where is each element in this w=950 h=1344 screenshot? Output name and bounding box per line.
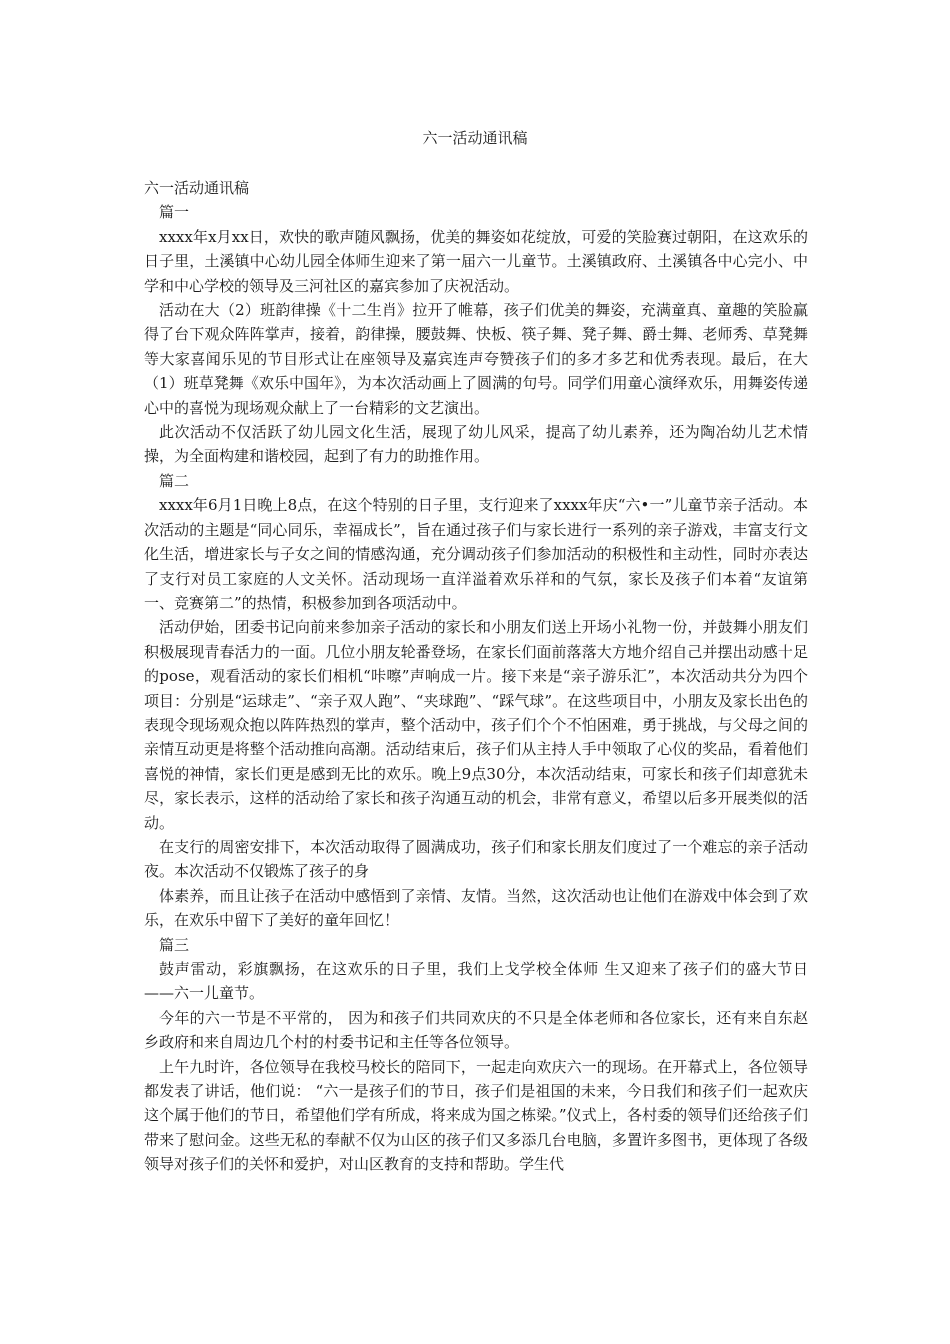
body-heading: 六一活动通讯稿 xyxy=(144,179,250,197)
paragraph: xxxx年x月xx日，欢快的歌声随风飘扬，优美的舞姿如花绽放，可爱的笑脸赛过朝阳，在这欢乐的日子里，土溪镇中心幼儿园全体师生迎来了第一届六一儿童节。土溪镇政府、土溪镇各中心完小、中学和中心学校的领导及三河社区的嘉宾参加了庆祝活动。 xyxy=(144,227,808,295)
paragraph: 体素养，而且让孩子在活动中感悟到了亲情、友情。当然，这次活动也让他们在游戏中体会到了欢乐，在欢乐中留下了美好的童年回忆！ xyxy=(144,886,808,930)
document-body xyxy=(144,176,808,1177)
section-label: 篇三 xyxy=(159,935,190,954)
paragraph: 此次活动不仅活跃了幼儿园文化生活，展现了幼儿风采，提高了幼儿素养，还为陶冶幼儿艺术情操，为全面构建和谐校园，起到了有力的助推作用。 xyxy=(144,423,808,466)
paragraph: 今年的六一节是不平常的， 因为和孩子们共同欢庆的不只是全体老师和各位家长，还有来自东赵乡政府和来自周边几个村的村委书记和主任等各位领导。 xyxy=(144,1008,808,1052)
paragraph: 活动伊始，团委书记向前来参加亲子活动的家长和小朋友们送上开场小礼物一份，并鼓舞小朋友们积极展现青春活力的一面。几位小朋友轮番登场，在家长们面前落落大方地介绍自己并摆出动感十足的pose，观看活动的家长们相机“咔嚓”声响成一片。接下来是“亲子游乐汇”，本次活动共分为四个项目：分别是“运球走”、“亲子双人跑”、“夹球跑”、“踩气球”。在这些项目中，小朋友及家长出色的表现令现场观众抱以阵阵热烈的掌声，整个活动中，孩子们个个不怕困难，勇于挑战，与父母之间的亲情互动更是将整个活动推向高潮。活动结束后，孩子们从主持人手中领取了心仪的奖品，看着他们喜悦的神情，家长们更是感到无比的欢乐。晚上9点30分，本次活动结束，可家长和孩子们却意犹未尽，家长表示，这样的活动给了家长和孩子沟通互动的机会，非常有意义，希望以后多开展类似的活动。 xyxy=(144,618,808,832)
paragraph: 上午九时许，各位领导在我校马校长的陪同下，一起走向欢庆六一的现场。在开幕式上，各位领导都发表了讲话，他们说： “六一是孩子们的节日，孩子们是祖国的未来，今日我们和孩子们一起欢庆这个属于他们的节日，希望他们学有所成，将来成为国之栋梁。”仪式上，各村委的领导们还给孩子们带来了慰问金。这些无私的奉献不仅为山区的孩子们又多添几台电脑，多置许多图书，更体现了各级领导对孩子们的关怀和爱护，对山区教育的支持和帮助。学生代 xyxy=(144,1057,808,1174)
section-label: 篇二 xyxy=(159,471,190,490)
document-title: 六一活动通讯稿 xyxy=(422,129,528,147)
paragraph: 活动在大（2）班韵律操《十二生肖》拉开了帷幕，孩子们优美的舞姿，充满童真、童趣的笑脸赢得了台下观众阵阵掌声，接着，韵律操，腰鼓舞、快板、筷子舞、凳子舞、爵士舞、老师秀、草凳舞等大家喜闻乐见的节目形式让在座领导及嘉宾连声夸赞孩子们的多才多艺和优秀表现。最后，在大（1）班草凳舞《欢乐中国年》，为本次活动画上了圆满的句号。同学们用童心演绎欢乐，用舞姿传递心中的喜悦为现场观众献上了一台精彩的文艺演出。 xyxy=(144,301,808,417)
paragraph: 在支行的周密安排下，本次活动取得了圆满成功，孩子们和家长朋友们度过了一个难忘的亲子活动夜。本次活动不仅锻炼了孩子的身 xyxy=(144,837,808,881)
paragraph: 鼓声雷动，彩旗飘扬，在这欢乐的日子里，我们上戈学校全体师 生又迎来了孩子们的盛大节日——六一儿童节。 xyxy=(144,960,808,1003)
section-label: 篇一 xyxy=(159,203,190,222)
paragraph: xxxx年6月1日晚上8点，在这个特别的日子里，支行迎来了xxxx年庆“六•一”儿童节亲子活动。本次活动的主题是“同心同乐，幸福成长”，旨在通过孩子们与家长进行一系列的亲子游戏，丰富支行文化生活，增进家长与子女之间的情感沟通，充分调动孩子们参加活动的积极性和主动性，同时亦表达了支行对员工家庭的人文关怀。活动现场一直洋溢着欢乐祥和的气氛，家长及孩子们本着“友谊第一、竞赛第二”的热情，积极参加到各项活动中。 xyxy=(144,496,808,612)
